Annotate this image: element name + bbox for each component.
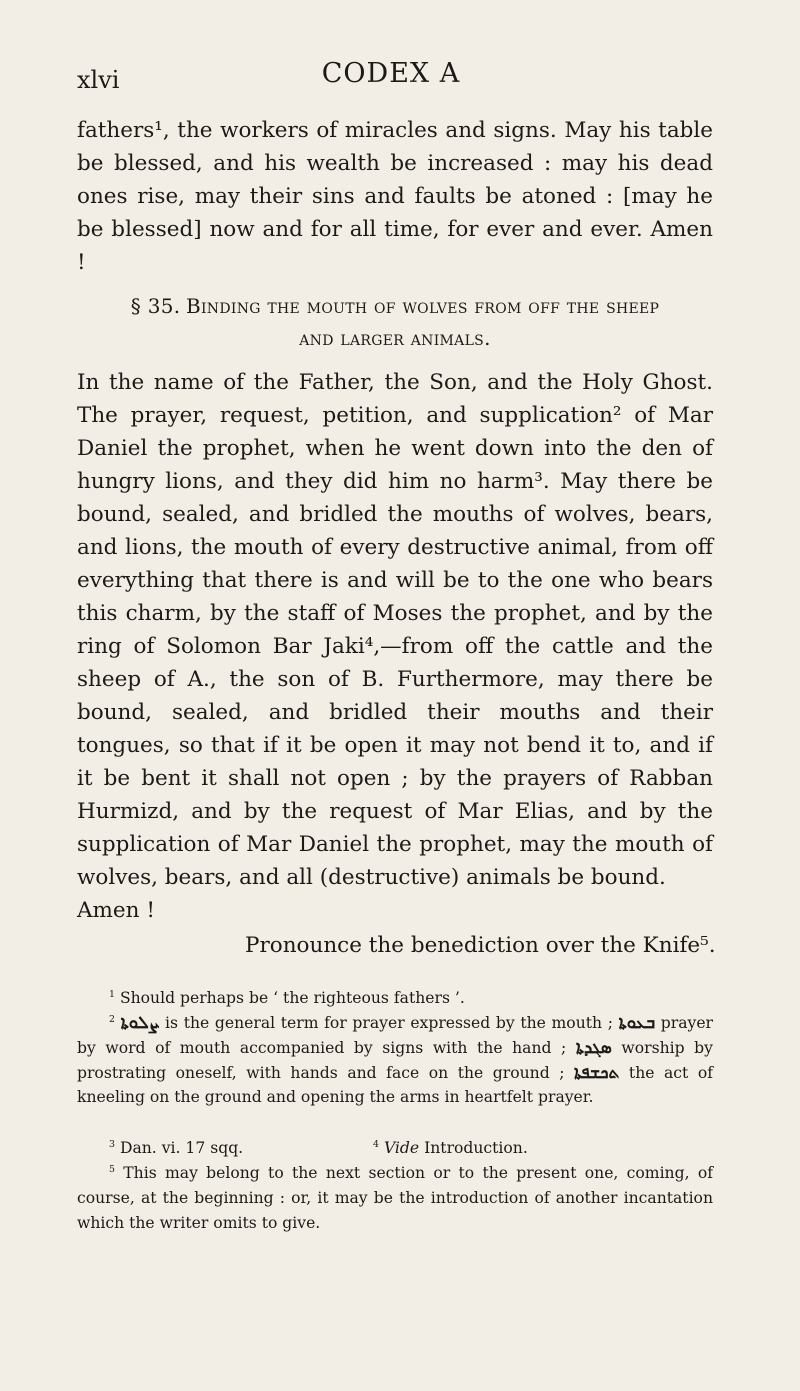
- footnotes-3-4: [77, 1136, 713, 1161]
- syriac-term-1: ܨܠܘܬܐ: [120, 1013, 160, 1033]
- footnote-3-mark: 3: [109, 1138, 115, 1150]
- footnote-4-vide: Vide: [383, 1139, 420, 1157]
- footnote-4: [373, 1136, 528, 1161]
- footnote-1-text: Should perhaps be ‘ the righteous fathers ’.: [119, 989, 465, 1007]
- footnote-2-text-3: worship by prostrating oneself, with hands and face on the ground ;: [77, 1038, 713, 1082]
- footnote-5: [77, 1161, 713, 1235]
- running-head: [77, 58, 705, 98]
- section-heading: [77, 291, 713, 353]
- footnote-2-text-4: the act of kneeling on the ground and opening the arms in heartfelt prayer.: [77, 1063, 713, 1107]
- page-number: xlvi: [77, 66, 120, 94]
- charm-text: In the name of the Father, the Son, and the Holy Ghost. The prayer, request, petition, and supplication² of Mar Daniel the prophet, when he went down into the den of hungry lions, and they did him no harm³. May there be bound, sealed, and bridled the mouths of wolves, bears, and lions, the mouth of every destructive animal, from off everything that there is and will be to the one who bears this charm, by the staff of Moses the prophet, and by the ring of Solomon Bar Jaki⁴,—from off the cattle and the sheep of A., the son of B. Furthermore, may there be bound, sealed, and bridled their mouths and their tongues, so that if it be open it may not bend it to, and if it be bent it shall not open ; by the prayers of Rabban Hurmizd, and by the request of Mar Elias, and by the supplication of Mar Daniel the prophet, may the mouth of wolves, bears, and all (destructive) animals be bound.: [77, 370, 713, 890]
- section-number: § 35.: [130, 294, 181, 318]
- footnote-3-text: Dan. vi. 17 sqq.: [119, 1139, 244, 1157]
- charm-amen: Amen !: [77, 898, 155, 923]
- footnote-1-mark: 1: [109, 988, 115, 1000]
- footnote-2: [77, 1011, 713, 1110]
- footnote-5-text: This may belong to the next section or to the present one, coming, of course, at the beginning : or, it may be the introduction of another incantation which the writer omits to give.: [77, 1164, 713, 1232]
- syriac-term-4: ܬܟܫܦܬܐ: [574, 1062, 620, 1083]
- section-title-2: and larger animals.: [299, 326, 491, 350]
- syriac-term-2: ܒܥܘܬܐ: [618, 1013, 656, 1033]
- footnote-3: [77, 1139, 243, 1157]
- footnote-2-text-1: is the general term for prayer expressed by the mouth ;: [165, 1014, 613, 1032]
- footnote-4-mark: 4: [373, 1138, 379, 1150]
- footnote-5-mark: 5: [109, 1163, 115, 1175]
- section-title-1: Binding the mouth of wolves from off the sheep: [185, 294, 660, 318]
- charm-paragraph: [77, 366, 713, 927]
- section-heading-line-1: [77, 291, 713, 323]
- syriac-term-3: ܣܓܕܬܐ: [575, 1037, 612, 1058]
- footnote-4-text: Introduction.: [424, 1139, 528, 1157]
- footnote-2-mark: 2: [109, 1013, 115, 1025]
- paragraph-continuation: fathers¹, the workers of miracles and signs. May his table be blessed, and his wealth be increased : may his dead ones rise, may their sins and faults be atoned : [may he be blessed] now and for all time, for ever and ever. Amen !: [77, 118, 713, 275]
- running-title: CODEX A: [321, 58, 461, 89]
- footnote-2-text-2: prayer by word of mouth accompanied by signs with the hand ;: [77, 1014, 714, 1057]
- pronounce-instruction: Pronounce the benediction over the Knife⁵.: [245, 933, 716, 958]
- footnote-1: [77, 986, 745, 1011]
